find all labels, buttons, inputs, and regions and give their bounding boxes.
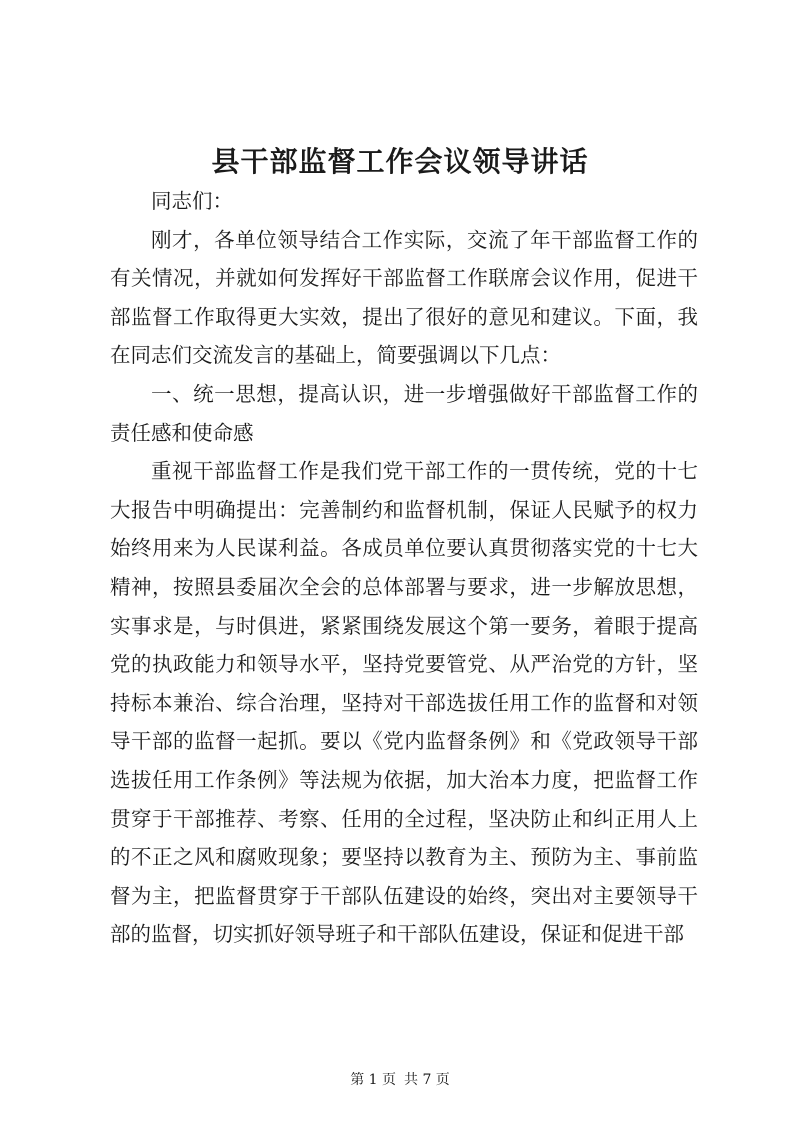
body-paragraph: 重视干部监督工作是我们党干部工作的一贯传统，党的十七大报告中明确提出：完善制约和监督机制，保证人民赋予的权力始终用来为人民谋利益。各成员单位要认真贯彻落实党的十七大精神，按照县委届次全会的总体部署与要求，进一步解放思想，实事求是，与时俱进，紧紧围绕发展这个第一要务，着眼于提高党的执政能力和领导水平，坚持党要管党、从严治党的方针，坚持标本兼治、综合治理，坚持对干部选拔任用工作的监督和对领导干部的监督一起抓。要以《党内监督条例》和《党政领导干部选拔任用工作条例》等法规为依据，加大治本力度，把监督工作贯穿于干部推荐、考察、任用的全过程，坚决防止和纠正用人上的不正之风和腐败现象；要坚持以教育为主、预防为主、事前监督为主，把监督贯穿于干部队伍建设的始终，突出对主要领导干部的监督，切实抓好领导班子和干部队伍建设，保证和促进干部 [110,459,698,947]
opening-paragraph: 刚才，各单位领导结合工作实际，交流了年干部监督工作的有关情况，并就如何发挥好干部监督工作联席会议作用，促进干部监督工作取得更大实效，提出了很好的意见和建议。下面，我在同志们交流发言的基础上，简要强调以下几点： [110,227,698,368]
page-number: 第 1 页 [350,1072,396,1088]
document-title: 县干部监督工作会议领导讲话 [211,145,589,178]
salutation-paragraph: 同志们： [151,189,233,213]
section-heading-1: 一、统一思想，提高认识，进一步增强做好干部监督工作的责任感和使命感 [110,381,698,445]
page-total: 共 7 页 [404,1072,450,1088]
page-footer [0,1070,800,1090]
document-body [110,182,698,954]
